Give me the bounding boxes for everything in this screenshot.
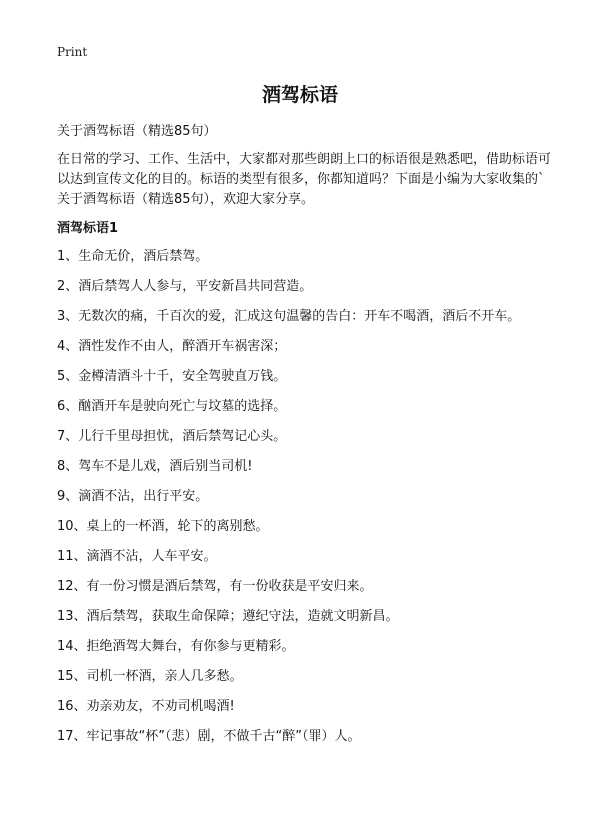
list-item: 16、劝亲劝友，不劝司机喝酒! xyxy=(57,699,235,714)
list-item: 3、无数次的痛，千百次的爱，汇成这句温馨的告白：开车不喝酒，酒后不开车。 xyxy=(57,309,521,324)
list-item: 4、酒性发作不由人，醉酒开车祸害深； xyxy=(57,339,287,354)
intro-paragraph: 在日常的学习、工作、生活中，大家都对那些朗朗上口的标语很是熟悉吧，借助标语可以达到宣传文化的目的。标语的类型有很多，你都知道吗？下面是小编为大家收集的`关于酒驾标语（精选85句），欢迎大家分享。 xyxy=(57,152,552,207)
list-item: 8、驾车不是儿戏，酒后别当司机! xyxy=(57,459,253,474)
article-subtitle: 关于酒驾标语（精选85句） xyxy=(57,124,217,139)
page-title: 酒驾标语 xyxy=(261,84,338,106)
list-item: 13、酒后禁驾，获取生命保障；遵纪守法，造就文明新昌。 xyxy=(57,609,399,624)
list-item: 6、酗酒开车是驶向死亡与坟墓的选择。 xyxy=(57,399,287,414)
slogan-list xyxy=(57,247,577,757)
list-item: 9、滴酒不沾，出行平安。 xyxy=(57,489,209,504)
list-item: 14、拒绝酒驾大舞台，有你参与更精彩。 xyxy=(57,639,295,654)
section-heading: 酒驾标语1 xyxy=(57,221,119,236)
list-item: 5、金樽清酒斗十千，安全驾驶直万钱。 xyxy=(57,369,287,384)
list-item: 2、酒后禁驾人人参与，平安新昌共同营造。 xyxy=(57,279,313,294)
list-item: 17、牢记事故“杯”（悲）剧，不做千古“醉”（罪）人。 xyxy=(57,729,361,744)
print-link[interactable]: Print xyxy=(57,45,88,59)
list-item: 12、有一份习惯是酒后禁驾，有一份收获是平安归来。 xyxy=(57,579,373,594)
list-item: 10、桌上的一杯酒，轮下的离别愁。 xyxy=(57,519,269,534)
list-item: 15、司机一杯酒，亲人几多愁。 xyxy=(57,669,243,684)
list-item: 1、生命无价，酒后禁驾。 xyxy=(57,249,209,264)
list-item: 11、滴酒不沾，人车平安。 xyxy=(57,549,217,564)
list-item: 7、儿行千里母担忧，酒后禁驾记心头。 xyxy=(57,429,287,444)
